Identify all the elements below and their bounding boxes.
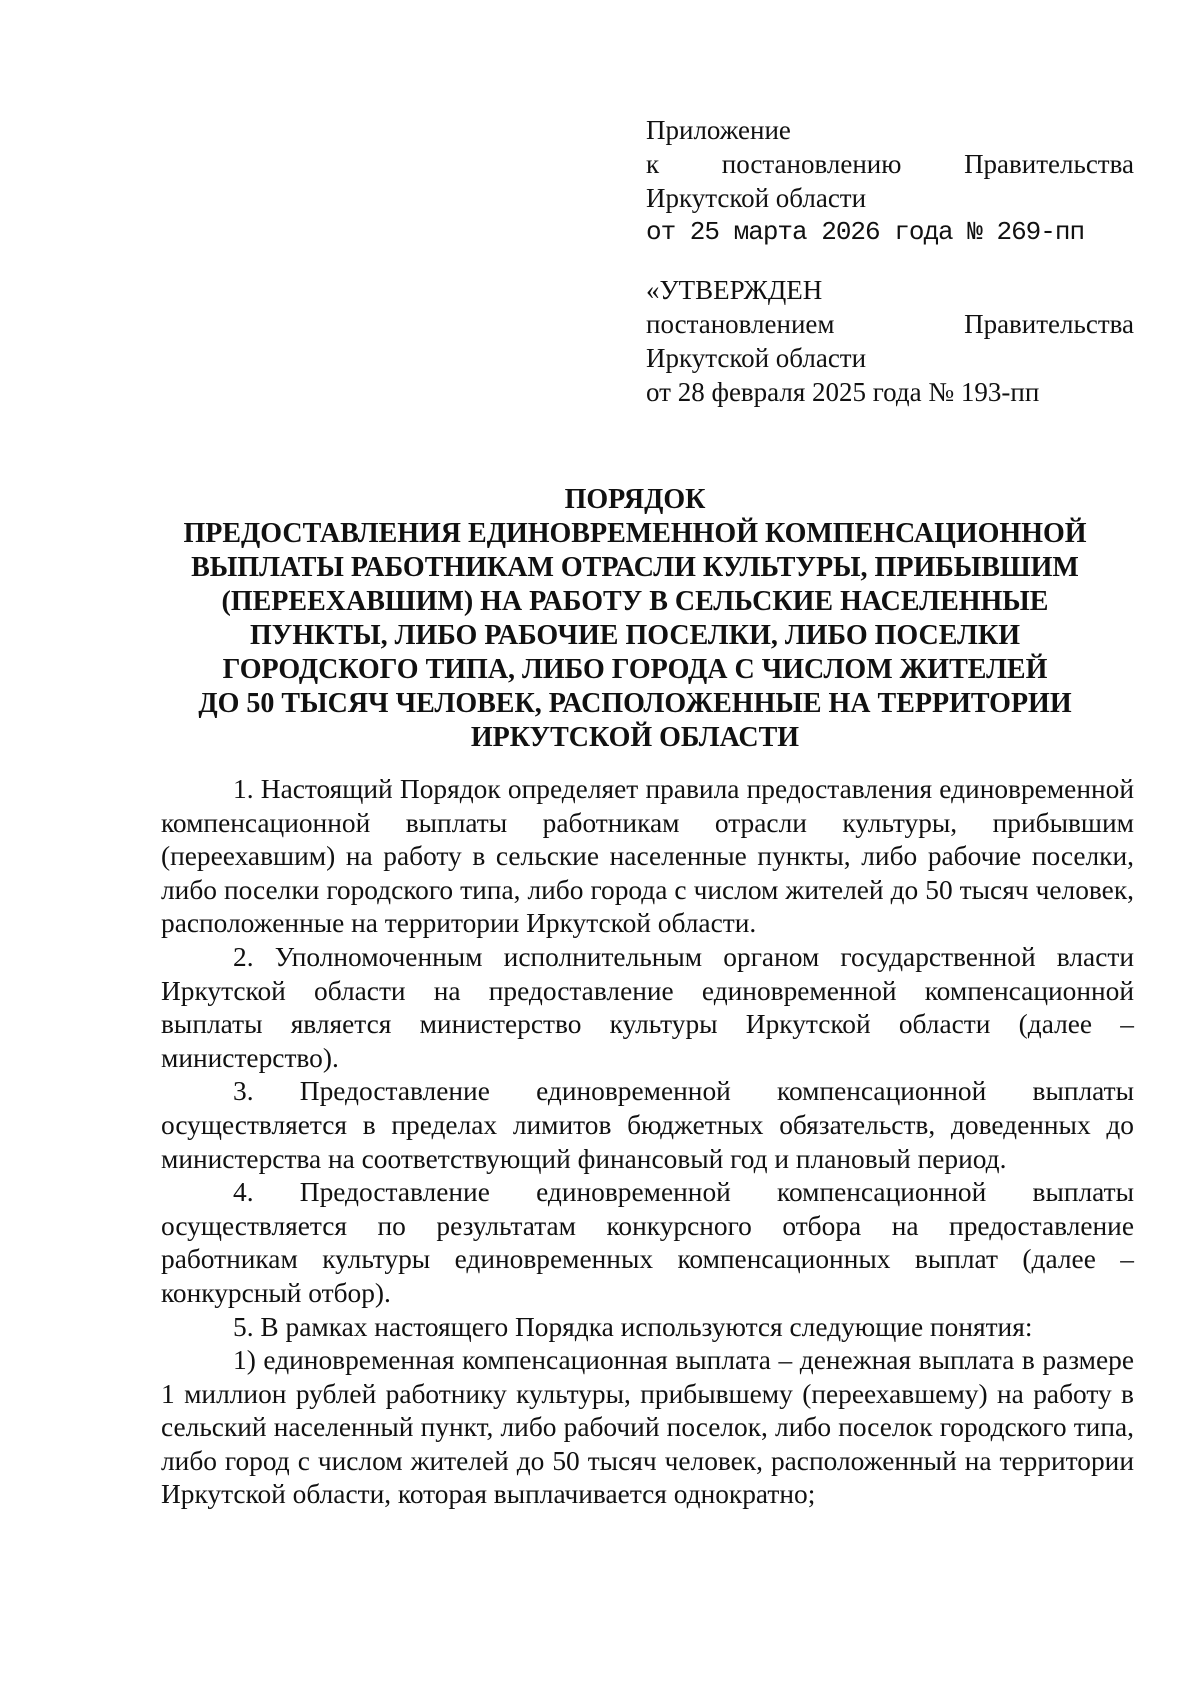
appendix-word: к [646, 149, 660, 179]
approval-region: Иркутской области [646, 343, 867, 373]
approval-reference [646, 307, 1134, 341]
paragraph-5: 5. В рамках настоящего Порядка используются следующие понятия: [233, 1311, 1033, 1342]
definition-1: 1) единовременная компенсационная выплата – денежная выплата в размере 1 миллион рублей работнику культуры, прибывшему (переехавшему) на работу в сельский населенный пункт, либо рабочий поселок, либо поселок городского типа, либо город с числом жителей до 50 тысяч человек, расположенный на территории Иркутской области, которая выплачивается однократно; [161, 1345, 1134, 1510]
paragraph-4: 4. Предоставление единовременной компенсационной выплаты осуществляется по результатам конкурсного отбора на предоставление работникам культуры единовременных компенсационных выплат (далее – конкурсный отбор). [161, 1177, 1134, 1308]
title-line: (ПЕРЕЕХАВШИМ) НА РАБОТУ В СЕЛЬСКИЕ НАСЕЛЕННЫЕ [221, 586, 1049, 617]
title-line: ПРЕДОСТАВЛЕНИЯ ЕДИНОВРЕМЕННОЙ КОМПЕНСАЦИОННОЙ [183, 518, 1087, 549]
appendix-region: Иркутской области [646, 183, 867, 213]
appendix-header [646, 113, 1134, 249]
approval-label: «УТВЕРЖДЕН [646, 275, 823, 305]
appendix-reference [646, 147, 1134, 181]
approval-word: Правительства [964, 309, 1134, 339]
document-body [161, 773, 1134, 1512]
appendix-date-number: от 25 марта 2026 года № 269-пп [646, 217, 1085, 247]
title-line: ПУНКТЫ, ЛИБО РАБОЧИЕ ПОСЕЛКИ, ЛИБО ПОСЕЛКИ [250, 620, 1020, 651]
title-line: ВЫПЛАТЫ РАБОТНИКАМ ОТРАСЛИ КУЛЬТУРЫ, ПРИБЫВШИМ [191, 552, 1079, 583]
paragraph-2: 2. Уполномоченным исполнительным органом государственной власти Иркутской области на предоставление единовременной компенсационной выплаты является министерство культуры Иркутской области (далее – министерство). [161, 941, 1134, 1073]
appendix-label: Приложение [646, 115, 791, 145]
approval-header [646, 273, 1134, 409]
title-line: ПОРЯДОК [564, 484, 706, 515]
title-line: ДО 50 ТЫСЯЧ ЧЕЛОВЕК, РАСПОЛОЖЕННЫЕ НА ТЕРРИТОРИИ [198, 688, 1072, 719]
approval-word: постановлением [646, 309, 835, 339]
approval-date-number: от 28 февраля 2025 года № 193-пп [646, 377, 1040, 407]
paragraph-3: 3. Предоставление единовременной компенсационной выплаты осуществляется в пределах лимитов бюджетных обязательств, доведенных до министерства на соответствующий финансовый год и плановый период. [161, 1076, 1134, 1174]
appendix-word: постановлению [721, 149, 902, 179]
title-line: ГОРОДСКОГО ТИПА, ЛИБО ГОРОДА С ЧИСЛОМ ЖИТЕЛЕЙ [222, 654, 1048, 685]
title-line: ИРКУТСКОЙ ОБЛАСТИ [470, 722, 800, 753]
paragraph-1: 1. Настоящий Порядок определяет правила предоставления единовременной компенсационной выплаты работникам отрасли культуры, прибывшим (переехавшим) на работу в сельские населенные пункты, либо рабочие поселки, либо поселки городского типа, либо города с числом жителей до 50 тысяч человек, расположенные на территории Иркутской области. [161, 774, 1134, 939]
appendix-word: Правительства [964, 149, 1134, 179]
document-title [150, 483, 1120, 755]
